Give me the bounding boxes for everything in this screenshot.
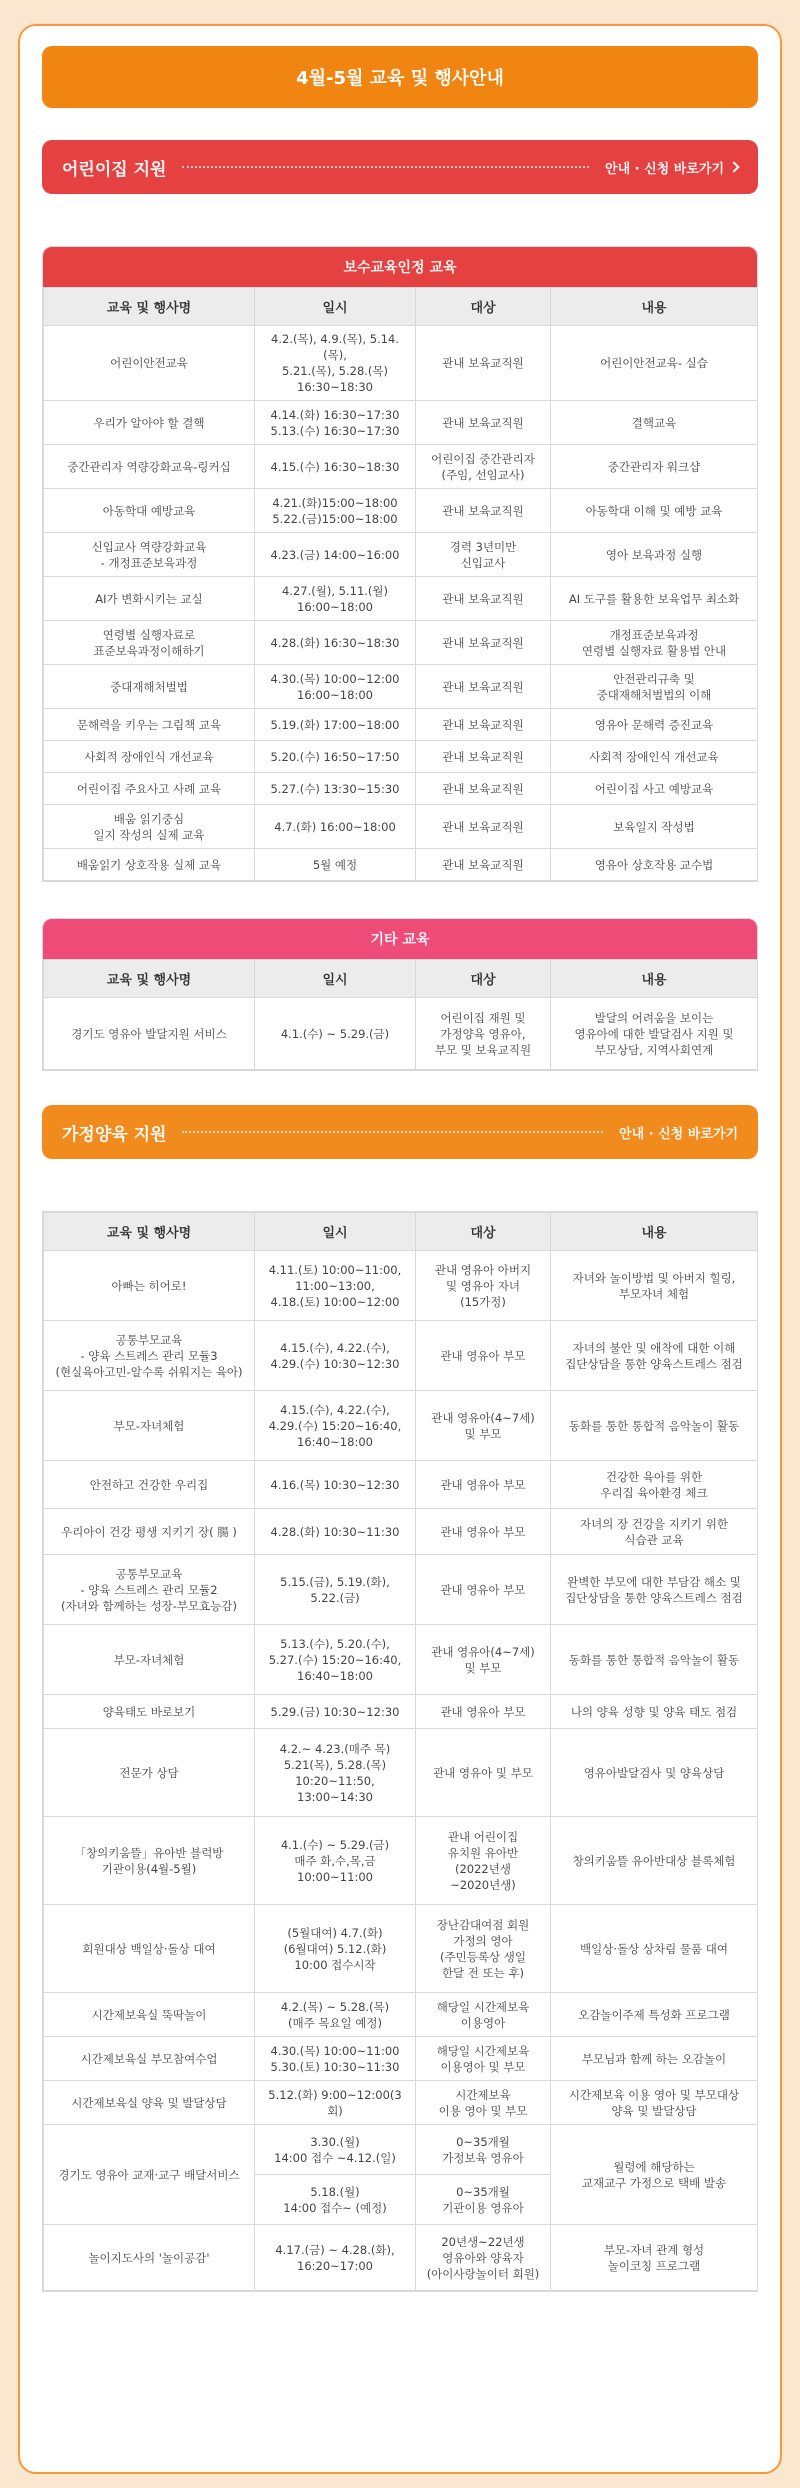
cell-content: 오감놀이주제 특성화 프로그램 [551,1993,758,2037]
section-home-header [42,1105,758,1159]
table-row [44,2081,758,2125]
cell-content: 자녀의 장 건강을 지키기 위한 식습관 교육 [551,1509,758,1555]
cell-content: 보육일지 작성법 [551,805,758,849]
page-title: 4월-5월 교육 및 행사안내 [42,46,758,108]
cell-content: 자녀와 놀이방법 및 아버지 힐링, 부모자녀 체험 [551,1251,758,1321]
cell-content: AI 도구를 활용한 보육업무 최소화 [551,577,758,621]
cell-name: 경기도 영유아 교재·교구 배달서비스 [44,2125,255,2225]
cell-date: 4.15.(수), 4.22.(수), 4.29.(수) 15:20~16:40, 16:40~18:00 [255,1391,416,1461]
col-header-date: 일시 [255,960,416,998]
cell-date: 5.18.(월) 14:00 접수~ (예정) [255,2175,416,2225]
cell-target: 관내 보육교직원 [416,773,551,805]
col-header-date: 일시 [255,1213,416,1251]
cell-name: 배움읽기 상호작용 실제 교육 [44,849,255,881]
cell-content: 부모-자녀 관계 형성 놀이코칭 프로그램 [551,2225,758,2291]
cell-name: 신입교사 역량강화교육 - 개정표준보육과정 [44,533,255,577]
table-row [44,326,758,401]
cell-target: 20년생~22년생 영유아와 양육자 (아이사랑놀이터 회원) [416,2225,551,2291]
table-row [44,998,758,1070]
table-training-title: 보수교육인정 교육 [43,247,757,287]
table-row [44,1555,758,1625]
cell-date: 4.27.(월), 5.11.(월) 16:00~18:00 [255,577,416,621]
cell-date: 4.2.(목) ~ 5.28.(목) (매주 목요일 예정) [255,1993,416,2037]
table-training [42,246,758,882]
table-row [44,445,758,489]
cell-date: 4.28.(화) 10:30~11:30 [255,1509,416,1555]
cell-target: 0~35개월 기관이용 영유아 [416,2175,551,2225]
cell-content: 개정표준보육과정 연령별 실행자료 활용법 안내 [551,621,758,665]
cell-content: 시간제보육 이용 영아 및 부모대상 양육 및 발달상담 [551,2081,758,2125]
cell-content: 결핵교육 [551,401,758,445]
cell-target: 관내 영유아 아버지 및 영유아 자녀 (15가정) [416,1251,551,1321]
col-header-target: 대상 [416,1213,551,1251]
dotted-divider [182,166,589,168]
col-header-content: 내용 [551,288,758,326]
cell-name: 시간제보육실 뚝딱놀이 [44,1993,255,2037]
cell-target: 해당일 시간제보육 이용영아 및 부모 [416,2037,551,2081]
cell-date: 5.19.(화) 17:00~18:00 [255,709,416,741]
cell-target: 관내 영유아 부모 [416,1555,551,1625]
table-row [44,741,758,773]
cell-target: 장난감대여점 회원 가정의 영아 (주민등록상 생일 한달 전 또는 후) [416,1905,551,1993]
cell-date: 4.14.(화) 16:30~17:30 5.13.(수) 16:30~17:30 [255,401,416,445]
cell-target: 어린이집 중간관리자 (주임, 선임교사) [416,445,551,489]
cell-name: 중대재해처벌법 [44,665,255,709]
cell-date: 4.30.(목) 10:00~12:00 16:00~18:00 [255,665,416,709]
cell-name: 연령별 실행자료로 표준보육과정이해하기 [44,621,255,665]
cell-target: 시간제보육 이용 영아 및 부모 [416,2081,551,2125]
cell-date: 4.15.(수), 4.22.(수), 4.29.(수) 10:30~12:30 [255,1321,416,1391]
table-row [44,1729,758,1817]
table-row [44,665,758,709]
section-daycare-header [42,140,758,194]
cell-content: 어린이안전교육- 실습 [551,326,758,401]
cell-target: 경력 3년미만 신입교사 [416,533,551,577]
cell-target: 0~35개월 가정보육 영유아 [416,2125,551,2175]
table-row [44,1461,758,1509]
cell-content: 자녀의 불안 및 애착에 대한 이해 집단상담을 통한 양육스트레스 점검 [551,1321,758,1391]
page-frame [18,24,782,2474]
table-row [44,621,758,665]
cell-target: 관내 영유아 부모 [416,1461,551,1509]
cell-content: 영아 보육과정 실행 [551,533,758,577]
cell-target: 관내 영유아 및 부모 [416,1729,551,1817]
cell-target: 관내 보육교직원 [416,621,551,665]
col-header-date: 일시 [255,288,416,326]
cell-content: 사회적 장애인식 개선교육 [551,741,758,773]
cell-name: 경기도 영유아 발달지원 서비스 [44,998,255,1070]
cell-target: 어린이집 재원 및 가정양육 영유아, 부모 및 보육교직원 [416,998,551,1070]
cell-target: 관내 보육교직원 [416,326,551,401]
cell-content: 월령에 해당하는 교재교구 가정으로 택배 발송 [551,2125,758,2225]
table-row [44,1391,758,1461]
cell-name: 어린이안전교육 [44,326,255,401]
table-row [44,709,758,741]
col-header-name: 교육 및 행사명 [44,1213,255,1251]
cell-date: 4.28.(화) 16:30~18:30 [255,621,416,665]
cell-target: 관내 보육교직원 [416,849,551,881]
cell-name: 시간제보육실 양육 및 발달상담 [44,2081,255,2125]
col-header-name: 교육 및 행사명 [44,960,255,998]
cell-name: 사회적 장애인식 개선교육 [44,741,255,773]
cell-name: 「창의키움뜰」유아반 블럭방 기관이용(4월-5월) [44,1817,255,1905]
cell-date: 4.21.(화)15:00~18:00 5.22.(금)15:00~18:00 [255,489,416,533]
table-row [44,773,758,805]
cell-date: 4.7.(화) 16:00~18:00 [255,805,416,849]
cell-date: 3.30.(월) 14:00 접수 ~4.12.(일) [255,2125,416,2175]
cell-date: 5.20.(수) 16:50~17:50 [255,741,416,773]
cell-target: 관내 영유아 부모 [416,1695,551,1729]
table-row [44,2225,758,2291]
cell-name: 배움 읽기중심 일지 작성의 실제 교육 [44,805,255,849]
cell-name: 전문가 상담 [44,1729,255,1817]
cell-date: 4.30.(목) 10:00~11:00 5.30.(토) 10:30~11:30 [255,2037,416,2081]
cell-name: 아동학대 예방교육 [44,489,255,533]
cell-target: 관내 보육교직원 [416,577,551,621]
cell-content: 완벽한 부모에 대한 부담감 해소 및 집단상담을 통한 양육스트레스 점검 [551,1555,758,1625]
col-header-name: 교육 및 행사명 [44,288,255,326]
cell-name: 양육태도 바로보기 [44,1695,255,1729]
cell-date: 5.29.(금) 10:30~12:30 [255,1695,416,1729]
table-row [44,1509,758,1555]
cell-content: 안전관리규축 및 중대재해처벌법의 이해 [551,665,758,709]
cell-target: 관내 영유아(4~7세) 및 부모 [416,1391,551,1461]
cell-content: 건강한 육아를 위한 우리집 육아환경 체크 [551,1461,758,1509]
cell-target: 관내 보육교직원 [416,665,551,709]
table-row [44,2037,758,2081]
cell-name: 놀이지도사의 '놀이공감' [44,2225,255,2291]
cell-name: 아빠는 히어로! [44,1251,255,1321]
cell-name: 안전하고 건강한 우리집 [44,1461,255,1509]
col-header-content: 내용 [551,1213,758,1251]
cell-target: 관내 어린이집 유치원 유아반 (2022년생 ~2020년생) [416,1817,551,1905]
cell-target: 관내 보육교직원 [416,741,551,773]
cell-content: 어린이집 사고 예방교육 [551,773,758,805]
cell-date: 4.23.(금) 14:00~16:00 [255,533,416,577]
cell-name: 우리가 알아야 할 결핵 [44,401,255,445]
table-row [44,401,758,445]
cell-target: 관내 영유아 부모 [416,1509,551,1555]
table-row [44,1251,758,1321]
cell-content: 동화를 통한 통합적 음악놀이 활동 [551,1625,758,1695]
table-other-title: 기타 교육 [43,919,757,959]
cell-target: 관내 보육교직원 [416,401,551,445]
cell-target: 관내 영유아 부모 [416,1321,551,1391]
section-home-title: 가정양육 지원 [62,1124,167,1145]
col-header-target: 대상 [416,960,551,998]
cell-content: 발달의 어려움을 보이는 영유아에 대한 발달검사 지원 및 부모상담, 지역사회연계 [551,998,758,1070]
cell-date: 4.2.~ 4.23.(매주 목) 5.21(목), 5.28.(목) 10:20~11:50, 13:00~14:30 [255,1729,416,1817]
cell-name: 회원대상 백일상·돌상 대여 [44,1905,255,1993]
cell-name: 부모-자녀체험 [44,1391,255,1461]
table-row [44,805,758,849]
cell-name: 공통부모교육 - 양육 스트레스 관리 모듈3 (현실육아고민-알수록 쉬워지는 육아) [44,1321,255,1391]
cell-content: 백일상·돌상 상차림 물품 대여 [551,1905,758,1993]
cell-content: 아동학대 이해 및 예방 교육 [551,489,758,533]
cell-date: 4.16.(목) 10:30~12:30 [255,1461,416,1509]
home-apply-label: 안내 · 신청 바로가기 [619,1126,738,1142]
cell-date: 5.15.(금), 5.19.(화), 5.22.(금) [255,1555,416,1625]
cell-name: 부모-자녀체험 [44,1625,255,1695]
daycare-apply-link[interactable] [605,158,738,177]
table-row [44,1817,758,1905]
dotted-divider [182,1131,603,1133]
cell-target: 관내 보육교직원 [416,709,551,741]
cell-date: 4.11.(토) 10:00~11:00, 11:00~13:00, 4.18.(토) 10:00~12:00 [255,1251,416,1321]
cell-target: 해당일 시간제보육 이용영아 [416,1993,551,2037]
cell-date: (5월대여) 4.7.(화) (6월대여) 5.12.(화) 10:00 접수시작 [255,1905,416,1993]
cell-content: 부모님과 함께 하는 오감놀이 [551,2037,758,2081]
cell-date: 5.12.(화) 9:00~12:00(3회) [255,2081,416,2125]
cell-date: 4.1.(수) ~ 5.29.(금) 매주 화,수,목,금 10:00~11:00 [255,1817,416,1905]
cell-name: 어린이집 주요사고 사례 교육 [44,773,255,805]
cell-content: 나의 양육 성향 및 양육 태도 점검 [551,1695,758,1729]
cell-content: 영유아 상호작용 교수법 [551,849,758,881]
cell-date: 4.17.(금) ~ 4.28.(화), 16:20~17:00 [255,2225,416,2291]
cell-name: 시간제보육실 부모참여수업 [44,2037,255,2081]
cell-target: 관내 보육교직원 [416,805,551,849]
table-row [44,1625,758,1695]
table-other [42,918,758,1071]
cell-target: 관내 영유아(4~7세) 및 부모 [416,1625,551,1695]
cell-date: 5월 예정 [255,849,416,881]
cell-name: 공통부모교육 - 양육 스트레스 관리 모듈2 (자녀와 함께하는 성장-부모효능감) [44,1555,255,1625]
table-row [44,1905,758,1993]
cell-content: 중간관리자 워크샵 [551,445,758,489]
cell-date: 4.1.(수) ~ 5.29.(금) [255,998,416,1070]
cell-date: 5.13.(수), 5.20.(수), 5.27.(수) 15:20~16:40, 16:40~18:00 [255,1625,416,1695]
table-row [44,577,758,621]
cell-target: 관내 보육교직원 [416,489,551,533]
cell-date: 4.2.(목), 4.9.(목), 5.14.(목), 5.21.(목), 5.28.(목) 16:30~18:30 [255,326,416,401]
table-row [44,1695,758,1729]
col-header-content: 내용 [551,960,758,998]
table-row [44,1993,758,2037]
section-daycare-title: 어린이집 지원 [62,159,167,180]
table-row [44,849,758,881]
cell-name: 우리아이 건강 평생 지키기 장( 腸 ) [44,1509,255,1555]
home-apply-link[interactable] [619,1123,738,1142]
cell-content: 영유아발달검사 및 양육상담 [551,1729,758,1817]
daycare-apply-label: 안내 · 신청 바로가기 [605,161,724,177]
chevron-right-icon [728,161,739,172]
cell-content: 창의키움뜰 유아반대상 블록체험 [551,1817,758,1905]
table-row [44,1321,758,1391]
table-row [44,533,758,577]
cell-content: 영유아 문해력 증진교육 [551,709,758,741]
cell-date: 4.15.(수) 16:30~18:30 [255,445,416,489]
table-home [42,1211,758,2292]
table-row [44,2125,758,2175]
table-row [44,489,758,533]
cell-content: 동화를 통한 통합적 음악놀이 활동 [551,1391,758,1461]
cell-name: 중간관리자 역량강화교육-링커십 [44,445,255,489]
cell-date: 5.27.(수) 13:30~15:30 [255,773,416,805]
cell-name: 문해력을 키우는 그림책 교육 [44,709,255,741]
cell-name: AI가 변화시키는 교실 [44,577,255,621]
col-header-target: 대상 [416,288,551,326]
